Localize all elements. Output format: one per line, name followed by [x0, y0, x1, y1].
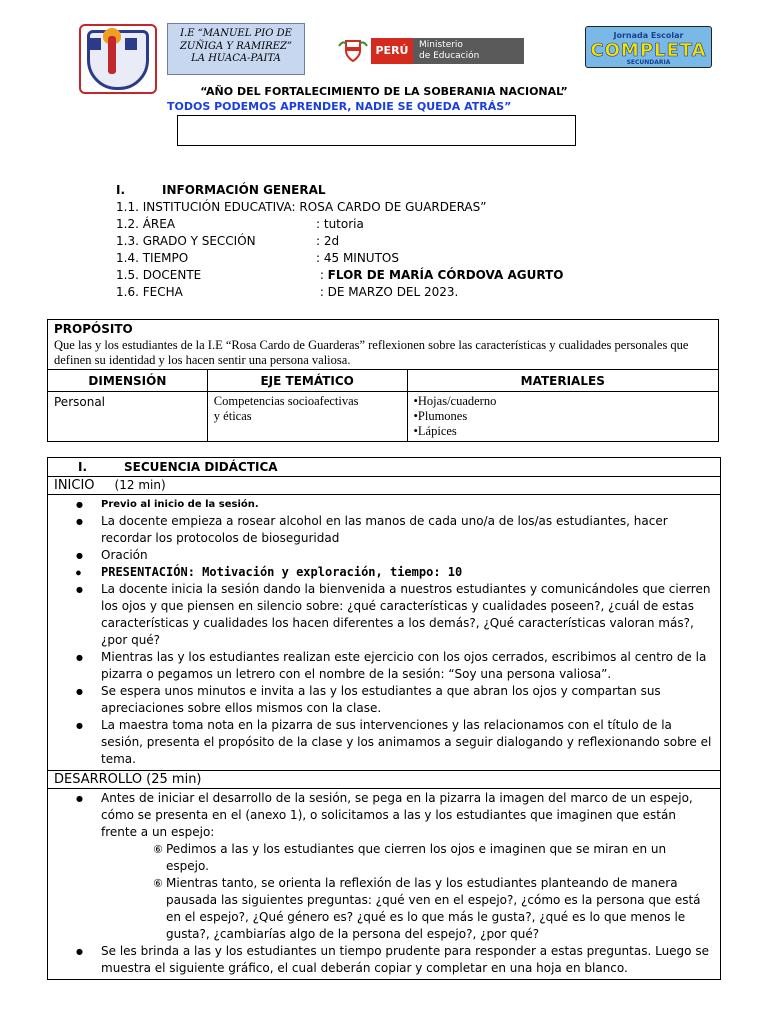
material-item: • Hojas/cuaderno — [414, 394, 712, 409]
desarrollo-time: (25 min) — [146, 772, 202, 787]
jornada-top: Jornada Escolar — [613, 31, 684, 40]
inicio-time: (12 min) — [114, 478, 166, 492]
info-value: : DE MARZO DEL 2023. — [316, 285, 459, 299]
info-value: : 45 MINUTOS — [316, 251, 399, 265]
purpose-text: Que las y los estudiantes de la I.E “Rosa Cardo de Guarderas” reflexionen sobre las características y cualidades personales que definen su identidad y los hacen sentir una persona valiosa. — [54, 338, 689, 367]
sequence-number: I. — [78, 460, 88, 474]
material-item: • Plumones — [414, 409, 712, 424]
list-item: ● Antes de iniciar el desarrollo de la sesión, se pega en la pizarra la imagen del marco de un espejo, cómo se presenta en el (anexo 1), o solicitamos a las y los estudiantes que imaginen que están frente a un espejo: — [56, 790, 712, 841]
col-header-materiales: MATERIALES — [407, 370, 718, 392]
year-slogan: “AÑO DEL FORTALECIMIENTO DE LA SOBERANIA NACIONAL” — [200, 85, 568, 98]
emblem-square-right — [125, 38, 137, 50]
desarrollo-content — [48, 789, 721, 980]
list-item: ● Se les brinda a las y los estudiantes un tiempo prudente para responder a estas preguntas. Luego se muestra el siguiente gráfico, el cual deberán copiar y completar en una hoja en blanco. — [56, 943, 712, 977]
info-row-area — [116, 217, 364, 232]
list-item: ● Mientras las y los estudiantes realizan este ejercicio con los ojos cerrados, escribimos al centro de la pizarra o pegamos un letrero con el nombre de la sesión: “Soy una persona valiosa”. — [56, 649, 712, 683]
jornada-bottom: SECUNDARIA — [626, 59, 671, 66]
info-row-docente — [116, 268, 563, 283]
school-logo — [79, 24, 157, 94]
info-institution: 1.1. INSTITUCIÓN EDUCATIVA: ROSA CARDO DE GUARDERAS” — [116, 200, 487, 214]
inicio-label: INICIO — [54, 478, 95, 493]
ministry-logo — [336, 37, 524, 65]
school-name-box — [167, 23, 305, 75]
list-item: ● Se espera unos minutos e invita a las y los estudiantes a que abran los ojos y compartan sus apreciaciones sobre ellos mismos con la clase. — [56, 683, 712, 717]
materials-cell — [407, 392, 718, 442]
ministry-line-2: de Educación — [419, 51, 480, 61]
ministry-name — [413, 38, 524, 64]
info-value: : tutoria — [316, 217, 364, 231]
dimension-cell: Personal — [48, 392, 208, 442]
section-title: INFORMACIÓN GENERAL — [162, 183, 326, 197]
inicio-header — [48, 477, 721, 495]
ministry-line-1: Ministerio — [419, 40, 463, 50]
info-label: 1.2. ÁREA — [116, 217, 176, 231]
inicio-content — [48, 495, 721, 771]
motto-slogan: TODOS PODEMOS APRENDER, NADIE SE QUEDA ATRÁS” — [167, 100, 512, 113]
purpose-heading: PROPÓSITO — [54, 322, 133, 336]
sequence-heading — [48, 458, 721, 477]
school-line-3: LA HUACA-PAITA — [191, 53, 281, 64]
info-prefix: : — [316, 268, 328, 282]
info-row-grado — [116, 234, 339, 249]
info-label: 1.6. FECHA — [116, 285, 183, 299]
info-row-fecha — [116, 285, 458, 300]
school-line-2: ZUÑIGA Y RAMIREZ” — [179, 40, 293, 52]
sub-item — [56, 841, 712, 875]
peru-label: PERÚ — [371, 38, 413, 64]
sub-item — [56, 875, 712, 943]
section-number: I. — [116, 183, 126, 197]
list-item: ● La docente inicia la sesión dando la bienvenida a nuestros estudiantes y comunicándoles que cierren los ojos y que piensen en silencio sobre: ¿qué características y cualidades poseen?, ¿cuál de estas características y cualidades los hacen diferentes a los demás?, ¿Qué características valoran más?, ¿por qué? — [56, 581, 712, 649]
sub-item-text: Mientras tanto, se orienta la reflexión de las y los estudiantes planteando de manera pausada las siguientes preguntas: ¿qué ven en el espejo?, ¿cómo es la persona que está en el espejo?, ¿Qué género es? ¿qué es lo que más le gusta?, ¿qué es lo que menos le gusta?, ¿cambiarías algo de la persona del espejo?, ¿por qué? — [166, 876, 701, 941]
desarrollo-label: DESARROLLO — [54, 772, 143, 787]
purpose-cell — [48, 320, 719, 370]
col-header-eje: EJE TEMÁTICO — [207, 370, 407, 392]
list-item: ● Previo al inicio de la sesión. — [56, 496, 712, 513]
torch-icon — [108, 36, 116, 74]
material-item: • Lápices — [414, 424, 712, 439]
emblem-square-left — [89, 38, 101, 50]
col-header-dimension: DIMENSIÓN — [48, 370, 208, 392]
info-label: 1.5. DOCENTE — [116, 268, 202, 282]
eje-cell — [207, 392, 407, 442]
general-info-heading — [116, 183, 326, 197]
jornada-logo — [585, 26, 712, 68]
list-item: ● La maestra toma nota en la pizarra de sus intervenciones y las relacionamos con el título de la sesión, presenta el propósito de la clase y los animamos a seguir dialogando y reflexionando sobre el tema. — [56, 717, 712, 768]
purpose-table — [47, 319, 719, 442]
info-value: : 2d — [316, 234, 340, 248]
info-label: 1.3. GRADO Y SECCIÓN — [116, 234, 256, 248]
teacher-name: FLOR DE MARÍA CÓRDOVA AGURTO — [327, 268, 564, 282]
sub-item-text: Pedimos a las y los estudiantes que cierren los ojos e imaginen que se miran en un espejo. — [166, 842, 667, 873]
list-item: ● La docente empieza a rosear alcohol en las manos de cada uno/a de los/as estudiantes, hacer recordar los protocolos de bioseguridad — [56, 513, 712, 547]
info-row-tiempo — [116, 251, 399, 266]
list-item: ● PRESENTACIÓN: Motivación y exploración, tiempo: 10 — [56, 564, 712, 581]
jornada-middle: COMPLETA — [590, 40, 707, 61]
sequence-title: SECUENCIA DIDÁCTICA — [124, 460, 278, 474]
school-line-1: I.E “MANUEL PIO DE — [180, 28, 292, 39]
eje-line: Competencias socioafectivas — [213, 394, 359, 408]
list-item: ● Oración — [56, 547, 712, 564]
desarrollo-header — [48, 771, 721, 789]
session-title-box — [177, 115, 576, 146]
eje-line: y éticas — [213, 409, 252, 423]
coat-of-arms-icon — [336, 38, 370, 64]
numbered-circle-icon: ⑥ — [153, 877, 163, 890]
numbered-circle-icon: ⑥ — [153, 843, 163, 856]
info-label: 1.4. TIEMPO — [116, 251, 189, 265]
sequence-table — [47, 457, 721, 980]
